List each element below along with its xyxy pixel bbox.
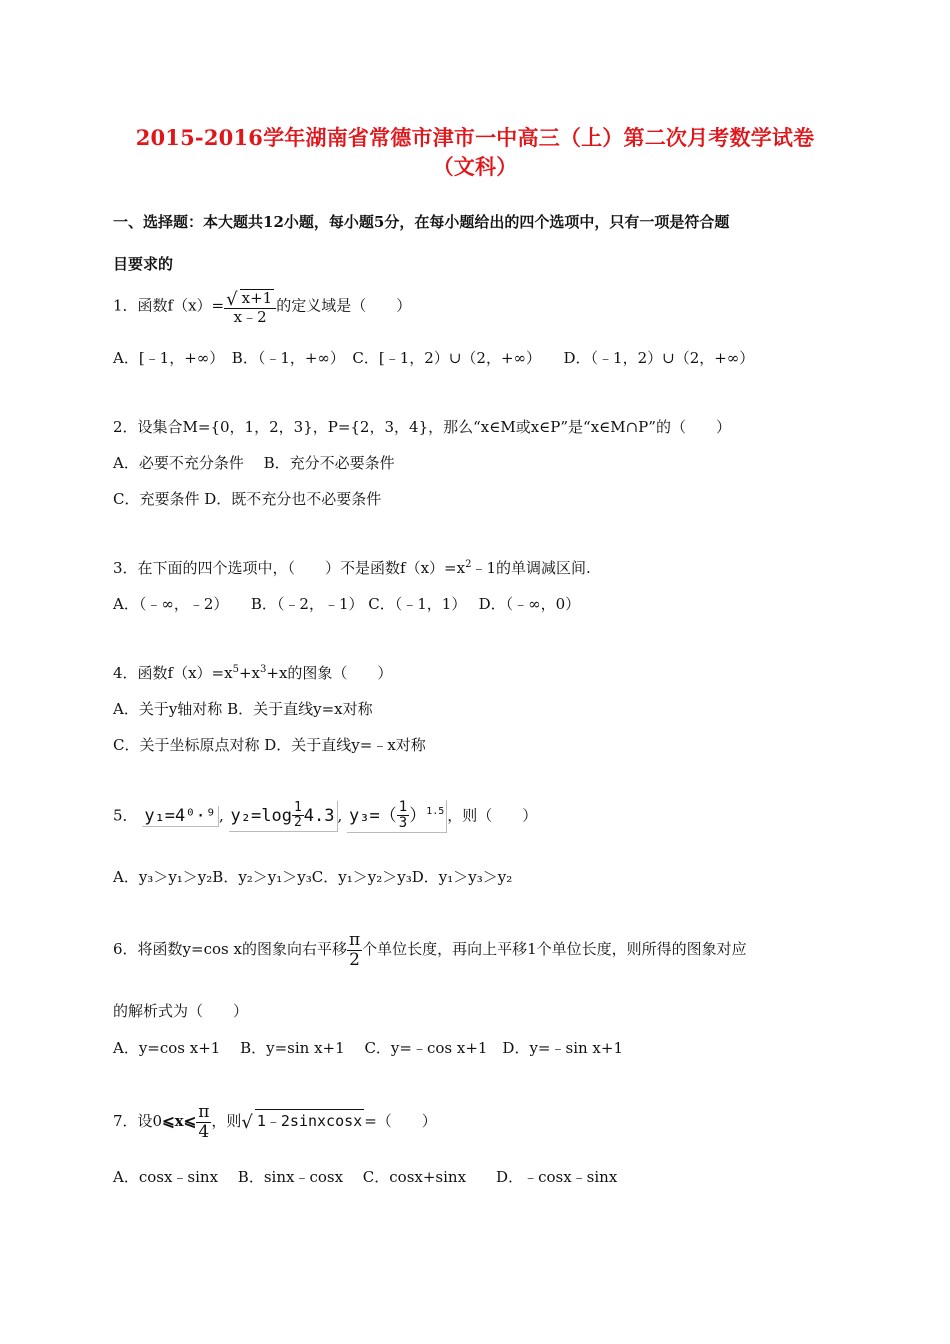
q7-stem-b: ，则: [211, 1112, 242, 1131]
q6-pi-den: 2: [349, 949, 360, 970]
question-2: 2．设集合M={0，1，2，3}，P={2，3，4}，那么“x∈M或x∈P”是“x∈M∩P”的（ ）: [113, 418, 731, 436]
q7-pi-den: 4: [198, 1121, 210, 1142]
q2-options-ab: A．必要不充分条件 B．充分不必要条件: [113, 454, 395, 472]
question-6: [113, 931, 747, 969]
q5-y2-arg: 4.3: [303, 805, 335, 826]
question-7: 7．设0⩽x⩽ $\frac{\pi}{4}$ ，则√ 1﹣2sinxcosx =（ ）: [113, 1102, 437, 1142]
question-1: [113, 288, 411, 325]
q4-stem-a: 4．函数f（x）=x: [113, 664, 233, 682]
question-4: [113, 662, 392, 683]
exam-title-line1: 2015-2016学年湖南省常德市津市一中高三（上）第二次月考数学试卷: [135, 125, 815, 150]
q3-exponent: 2: [465, 559, 472, 570]
q7-radicand: 1﹣2sinxcosx: [255, 1109, 364, 1131]
q1-numerator: x+1: [241, 289, 273, 307]
q5-y3-formula: [347, 800, 447, 833]
q4-options-ab: A．关于y轴对称 B．关于直线y=x对称: [113, 700, 373, 718]
q5-number: 5．: [113, 806, 138, 825]
q5-y2-formula: [229, 801, 338, 832]
q5-y3-close: ）: [409, 805, 427, 826]
section-heading-line1: 一、选择题：本大题共12小题，每小题5分，在每小题给出的四个选项中，只有一项是符合题: [113, 213, 730, 231]
q5-y2-base: [292, 801, 304, 831]
q5-y3-num: 1: [398, 799, 408, 815]
q5-y3-open: y₃=（: [349, 805, 397, 826]
q4-stem-c: +x的图象（ ）: [266, 664, 393, 682]
exam-title-line2: （文科）: [432, 154, 518, 179]
q7-options: A．cosx﹣sinx B．sinx﹣cosx C．cosx+sinx D．﹣cosx﹣sinx: [113, 1168, 618, 1186]
q6-stem-b: 个单位长度，再向上平移1个单位长度，则所得的图象对应: [362, 940, 747, 959]
q5-y3-exponent: 1.5: [426, 806, 445, 818]
q4-exponent-1: 5: [232, 664, 239, 675]
q1-options: A．[﹣1，+∞） B．（﹣1，+∞） C．[﹣1，2）∪（2，+∞） D．（﹣1，2）∪（2，+∞）: [113, 349, 755, 367]
q7-pi: π: [198, 1102, 210, 1122]
q3-options: A．（﹣∞，﹣2） B．（﹣2，﹣1） C．（﹣1，1） D．（﹣∞，0）: [113, 595, 581, 613]
q7-inequality: ⩽x⩽: [162, 1112, 197, 1131]
q6-pi: π: [348, 930, 361, 950]
section-heading-line2: 目要求的: [113, 255, 174, 273]
q5-y2-log: y₂=log: [230, 805, 292, 826]
q5-tail: ，则（ ）: [447, 806, 538, 825]
q5-y2-base-num: 1: [293, 800, 302, 816]
q2-options-cd: C．充要条件 D．既不充分也不必要条件: [113, 490, 382, 508]
q5-y1-formula: y₁=4⁰·⁹: [142, 806, 219, 827]
q1-fraction: $\frac{√ x+1}{x﹣2}$: [224, 288, 276, 325]
question-3: [113, 557, 591, 578]
q6-stem-continued: 的解析式为（ ）: [113, 1002, 249, 1020]
q7-stem-a: 7．设0: [113, 1112, 163, 1131]
question-5: 5． y₁=4⁰·⁹ , y₂=log $\frac{1}{2}$ 4.3 , y₃=（ $\frac{1}{3}$ ）$^{1.5}$ ，则（ ）: [113, 799, 538, 832]
q7-stem-c: =（ ）: [364, 1112, 437, 1131]
q1-denominator: x﹣2: [233, 307, 267, 326]
q1-prefix: 1．函数f（x）=: [113, 296, 225, 315]
q4-stem-b: +x: [238, 664, 260, 682]
q1-suffix: 的定义域是（ ）: [276, 296, 412, 315]
q4-exponent-2: 3: [260, 664, 267, 675]
q5-y3-fraction: [397, 800, 409, 832]
q5-y3-den: 3: [398, 815, 408, 832]
q3-stem-a: 3．在下面的四个选项中，（ ）不是函数f（x）=x: [113, 559, 466, 577]
q6-options: A．y=cos x+1 B．y=sin x+1 C．y=﹣cos x+1 D．y=﹣sin x+1: [113, 1039, 623, 1057]
q3-stem-b: ﹣1的单调减区间.: [471, 559, 591, 577]
q7-pi-fraction: [196, 1103, 211, 1141]
q5-y2-base-den: 2: [293, 815, 302, 831]
q4-options-cd: C．关于坐标原点对称 D．关于直线y=﹣x对称: [113, 736, 426, 754]
q6-stem-a: 6．将函数y=cos x的图象向右平移: [113, 940, 347, 959]
q5-options: A．y₃＞y₁＞y₂B．y₂＞y₁＞y₃C．y₁＞y₂＞y₃D．y₁＞y₃＞y₂: [113, 868, 513, 886]
q6-pi-fraction: [347, 931, 362, 969]
